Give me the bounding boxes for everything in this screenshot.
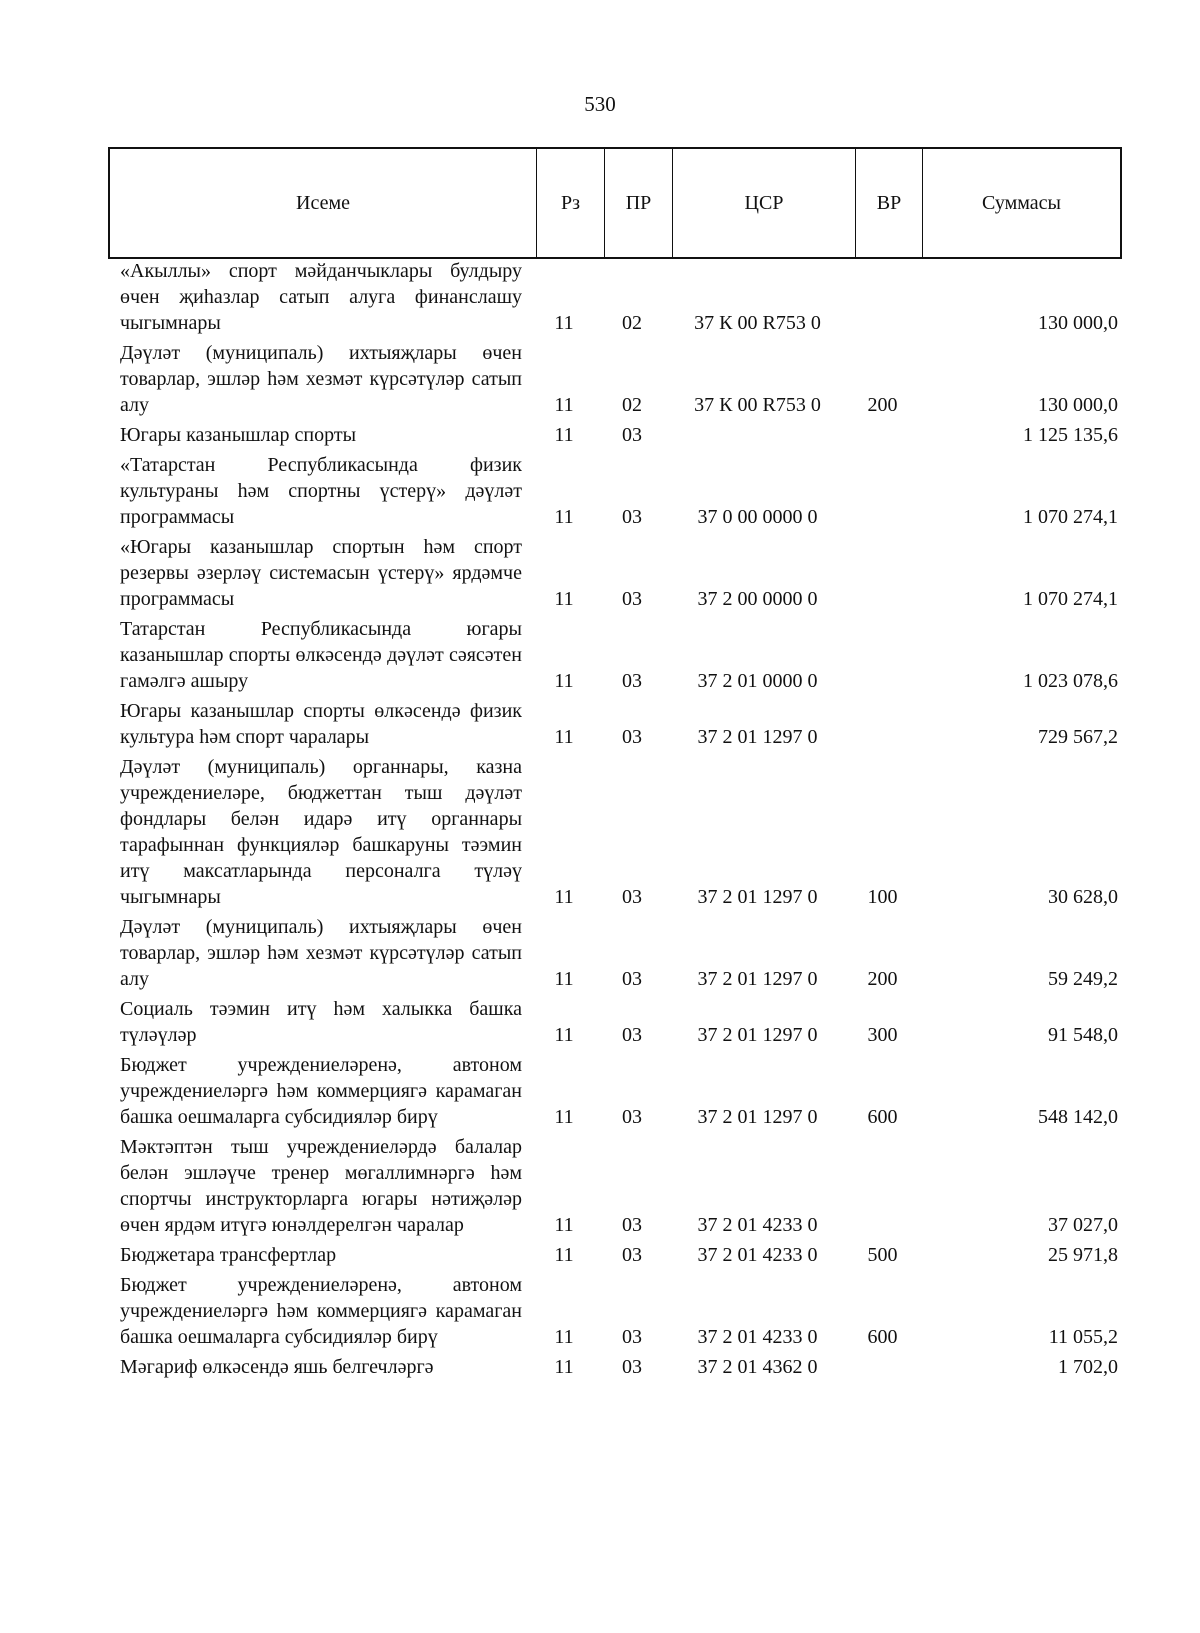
table-row [120,698,1120,750]
row-rz: 11 [554,1106,574,1128]
row-name: «Акыллы» спорт мәйданчыклары булдыру өчен җиһазлар сатып алуга финанслашу чыгымнары [120,260,522,334]
row-name: Мәктәптән тыш учреждениеләрдә балалар белән эшләүче тренер мөгаллимнәргә һәм спортчы инструкторларга югары нәтиҗәләр өчен ярдәм итүгә юнәлдерелгән чаралар [120,1136,522,1236]
row-pr: 03 [622,1106,642,1128]
row-sum: 548 142,0 [1038,1106,1118,1128]
header-name: Исеме [110,149,537,257]
row-pr: 03 [622,670,642,692]
row-sum: 25 971,8 [1048,1244,1118,1266]
row-csr: 37 2 01 4362 0 [697,1356,818,1378]
row-rz: 11 [554,1214,574,1236]
header-rz: Рз [537,149,605,257]
page-number: 530 [584,92,616,116]
row-csr: 37 К 00 R753 0 [694,394,821,416]
row-sum: 59 249,2 [1048,968,1118,990]
row-rz: 11 [554,968,574,990]
table-row [120,1354,1120,1380]
row-sum: 30 628,0 [1048,886,1118,908]
row-rz: 11 [554,588,574,610]
row-sum: 11 055,2 [1048,1326,1118,1348]
row-name: «Татарстан Республикасында физик культураны һәм спортны үстерү» дәүләт программасы [120,454,522,528]
row-pr: 03 [622,424,642,446]
row-name: Югары казанышлар спорты [120,424,357,446]
row-pr: 03 [622,726,642,748]
table-row [120,534,1120,612]
row-vr: 100 [867,886,898,908]
row-rz: 11 [554,670,574,692]
row-sum: 729 567,2 [1038,726,1118,748]
row-rz: 11 [554,1356,574,1378]
header-pr: ПР [605,149,673,257]
row-name: Дәүләт (муниципаль) ихтыяҗлары өчен товарлар, эшләр һәм хезмәт күрсәтүләр сатып алу [120,916,522,990]
table-row [120,616,1120,694]
header-vr: ВР [856,149,923,257]
row-csr: 37 2 01 1297 0 [697,1024,818,1046]
row-pr: 03 [622,1024,642,1046]
row-sum: 130 000,0 [1038,312,1118,334]
row-name: Бюджетара трансфертлар [120,1244,337,1266]
row-csr: 37 2 01 1297 0 [697,886,818,908]
row-pr: 03 [622,968,642,990]
row-vr: 600 [867,1106,898,1128]
table-row [120,914,1120,992]
row-sum: 1 702,0 [1058,1356,1118,1378]
row-name: Дәүләт (муниципаль) ихтыяҗлары өчен товарлар, эшләр һәм хезмәт күрсәтүләр сатып алу [120,342,522,416]
row-vr: 200 [867,968,898,990]
table-row [120,340,1120,418]
row-csr: 37 2 01 1297 0 [697,968,818,990]
row-pr: 03 [622,1326,642,1348]
row-rz: 11 [554,726,574,748]
row-rz: 11 [554,1326,574,1348]
table-body [120,258,1120,1384]
table-row [120,258,1120,336]
row-sum: 1 070 274,1 [1023,506,1118,528]
row-pr: 02 [622,312,642,334]
table-row [120,996,1120,1048]
row-sum: 91 548,0 [1048,1024,1118,1046]
row-pr: 03 [622,886,642,908]
row-csr: 37 2 01 1297 0 [697,726,818,748]
table-header [108,147,1122,259]
header-sum: Суммасы [982,191,1061,214]
table-row [120,1134,1120,1238]
table-row [120,452,1120,530]
row-csr: 37 2 01 4233 0 [697,1244,818,1266]
row-name: Мәгариф өлкәсендә яшь белгечләргә [120,1356,434,1378]
row-sum: 37 027,0 [1048,1214,1118,1236]
row-csr: 37 2 01 1297 0 [697,1106,818,1128]
row-sum: 1 070 274,1 [1023,588,1118,610]
table-row [120,422,1120,448]
row-pr: 03 [622,1356,642,1378]
row-csr: 37 К 00 R753 0 [694,312,821,334]
header-csr: ЦСР [673,149,856,257]
table-row [120,1052,1120,1130]
row-pr: 03 [622,506,642,528]
row-pr: 03 [622,1214,642,1236]
row-rz: 11 [554,886,574,908]
row-pr: 03 [622,1244,642,1266]
row-sum: 1 023 078,6 [1023,670,1118,692]
row-pr: 03 [622,588,642,610]
row-csr: 37 2 01 0000 0 [697,670,818,692]
row-vr: 200 [867,394,898,416]
row-sum: 1 125 135,6 [1023,424,1118,446]
row-rz: 11 [554,506,574,528]
table-row [120,1242,1120,1268]
row-vr: 600 [867,1326,898,1348]
row-sum: 130 000,0 [1038,394,1118,416]
table-row [120,1272,1120,1350]
row-csr: 37 2 01 4233 0 [697,1214,818,1236]
row-rz: 11 [554,312,574,334]
row-csr: 37 0 00 0000 0 [697,506,818,528]
row-name: Бюджет учреждениеләренә, автоном учреждениеләргә һәм коммерциягә карамаган башка оешмаларга субсидияләр бирү [120,1274,522,1348]
row-name: «Югары казанышлар спортын һәм спорт резервы әзерләү системасын үстерү» ярдәмче программасы [120,536,522,610]
row-name: Татарстан Республикасында югары казанышлар спорты өлкәсендә дәүләт сәясәтен гамәлгә ашыру [120,618,522,692]
table-row [120,754,1120,910]
row-name: Бюджет учреждениеләренә, автоном учреждениеләргә һәм коммерциягә карамаган башка оешмаларга субсидияләр бирү [120,1054,522,1128]
row-vr: 300 [867,1024,898,1046]
row-rz: 11 [554,394,574,416]
row-rz: 11 [554,1244,574,1266]
row-rz: 11 [554,424,574,446]
row-vr: 500 [867,1244,898,1266]
row-csr: 37 2 00 0000 0 [697,588,818,610]
row-csr: 37 2 01 4233 0 [697,1326,818,1348]
row-rz: 11 [554,1024,574,1046]
row-name: Социаль тәэмин итү һәм халыкка башка түләүләр [120,998,522,1046]
row-name: Югары казанышлар спорты өлкәсендә физик культура һәм спорт чаралары [120,700,522,748]
row-name: Дәүләт (муниципаль) органнары, казна учреждениеләре, бюджеттан тыш дәүләт фондлары белән идарә итү органнары тарафыннан функцияләр башкаруны тәэмин итү максатларында персоналга түләү чыгымнары [120,756,522,908]
row-pr: 02 [622,394,642,416]
